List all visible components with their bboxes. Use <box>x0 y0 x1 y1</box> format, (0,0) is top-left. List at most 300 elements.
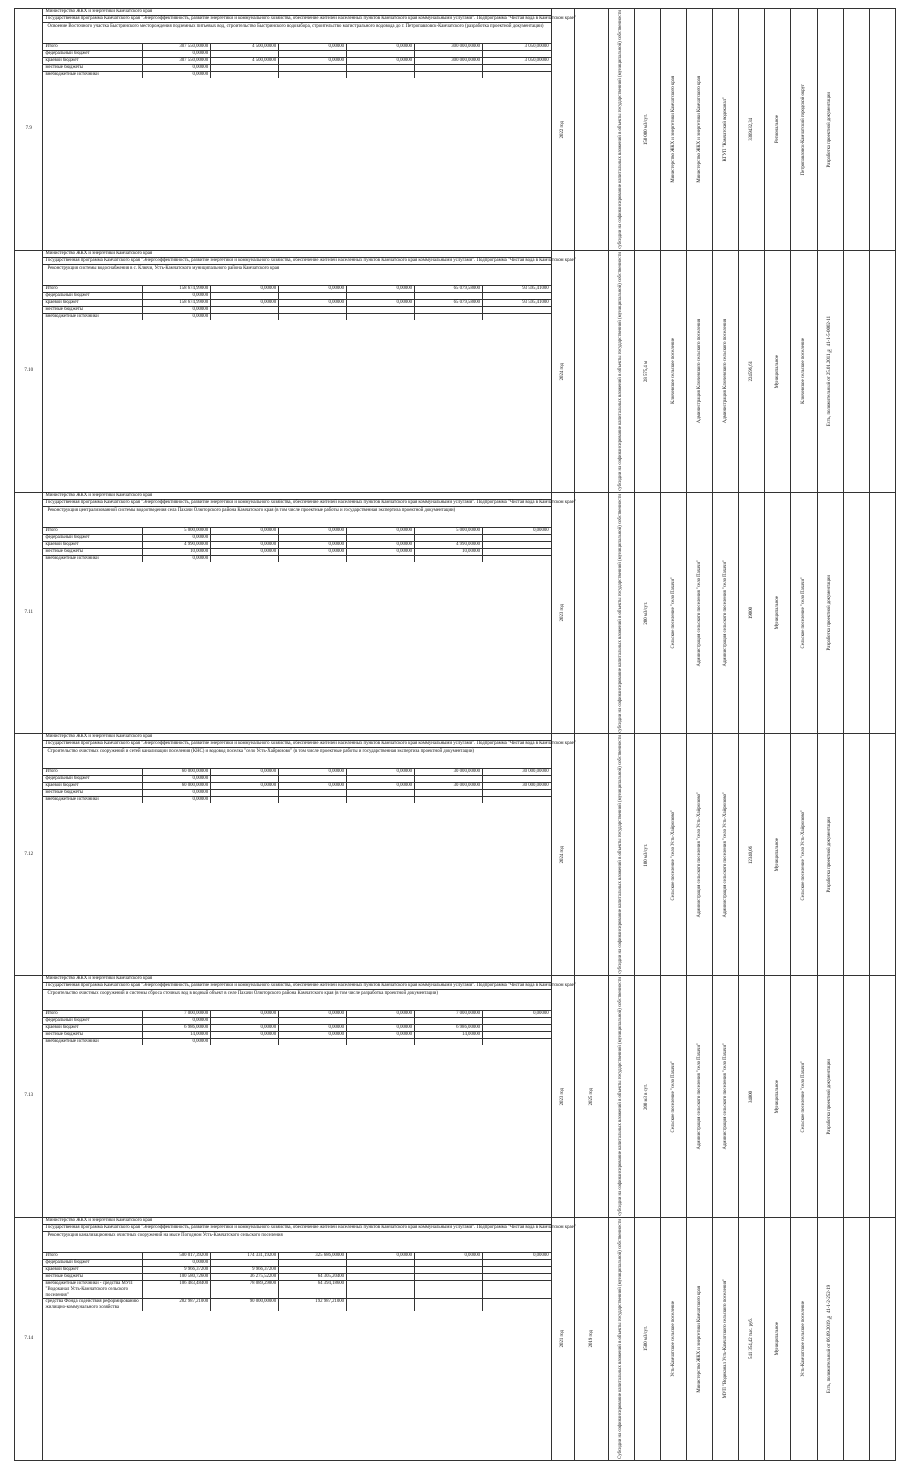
funding-source-label: краевой бюджет <box>43 58 142 65</box>
year-start-text: 2023 год <box>560 604 566 622</box>
funding-amount-empty <box>347 51 415 58</box>
project-documentation-text: Есть, положительный от 06.09.2019 № 41-1-2-252-19 <box>827 1284 833 1393</box>
object-name <box>43 748 550 769</box>
funding-amount-empty <box>415 1259 483 1266</box>
funding-amount: 300 000,00000 <box>415 58 483 65</box>
funding-amount-empty <box>279 555 347 562</box>
blank-cell <box>869 9 895 251</box>
funding-amount-empty <box>483 292 551 299</box>
funding-amount-empty <box>211 790 279 797</box>
significance-level <box>765 9 791 251</box>
estimated-cost <box>739 976 765 1218</box>
capacity-text: 28 575,4 м <box>644 360 650 382</box>
municipality-text: Усть-Камчатское сельское поселение <box>670 1300 676 1377</box>
ministry-name: Министерство ЖКХ и энергетики Камчатского края <box>43 493 550 500</box>
funding-amount-empty <box>347 72 415 79</box>
funding-amount-empty <box>415 1039 483 1046</box>
funding-source-label: местные бюджеты <box>43 548 142 555</box>
funding-source-label: внебюджетные источники <box>43 797 142 804</box>
program-name: Государственная программа Камчатского края "Энергоэффективность, развитие энергетики и коммунального хозяйства, обеспечение жителей населенных пунктов Камчатского края коммунальными услугами". Подпрограмма "Чистая вода в Камчатском крае" <box>45 983 576 989</box>
funding-source-label: Итого <box>43 44 142 51</box>
owner <box>791 250 817 492</box>
funding-amount-empty <box>415 1018 483 1025</box>
blank-cell <box>843 976 869 1218</box>
funding-amount: 0,00000 <box>279 1032 347 1039</box>
owner-text: Усть-Камчатское сельское поселение <box>801 1300 807 1377</box>
object-row <box>15 1217 896 1460</box>
blank-cell <box>843 734 869 976</box>
row-number: 7.10 <box>15 250 43 492</box>
funding-amount-empty <box>347 292 415 299</box>
estimated-cost-text: 3389432,34 <box>748 118 754 141</box>
funding-source-label: федеральный бюджет <box>43 534 142 541</box>
funding-amount: 0,00000 <box>279 783 347 790</box>
funding-amount: 0,00000 <box>483 527 551 534</box>
funding-amount: 500 017,39200 <box>143 1252 211 1259</box>
object-name <box>43 264 550 285</box>
funding-amount: 5 000,00000 <box>143 527 211 534</box>
financing-row <box>43 1011 550 1018</box>
object-row <box>15 976 896 1218</box>
funding-amount-empty <box>483 776 551 783</box>
funding-amount: 0,00000 <box>211 769 279 776</box>
capacity-text: 200 м3 в сут. <box>644 1083 650 1110</box>
funding-amount-empty <box>483 1299 551 1311</box>
funding-amount-empty <box>483 1018 551 1025</box>
funding-source-label: краевой бюджет <box>43 1025 142 1032</box>
funding-amount: 0,00000 <box>211 1025 279 1032</box>
significance-level <box>765 734 791 976</box>
funding-amount: 158 674,99000 <box>143 299 211 306</box>
funding-source-label: Итого <box>43 1011 142 1018</box>
owner <box>791 9 817 251</box>
funding-amount: 307 550,00000 <box>143 58 211 65</box>
municipality-text: Министерство ЖКХ и энергетики Камчатского края <box>670 76 676 183</box>
funding-amount: 65 079,58000 <box>415 285 483 292</box>
financing-row <box>43 72 550 79</box>
funding-amount-empty <box>279 790 347 797</box>
blank-cell <box>869 250 895 492</box>
funding-amount: 325 686,00000 <box>279 1252 347 1259</box>
program-name: Государственная программа Камчатского края "Энергоэффективность, развитие энергетики и коммунального хозяйства, обеспечение жителей населенных пунктов Камчатского края коммунальными услугами". Подпрограмма "Чистая вода в Камчатском крае" <box>45 499 576 505</box>
funding-source-label: федеральный бюджет <box>43 1259 142 1266</box>
funding-amount-empty <box>211 1259 279 1266</box>
ministry-name: Министерство ЖКХ и энергетики Камчатского края <box>43 9 550 16</box>
investment-form-text: субсидии на софинансирование капитальных вложений в объекты государственной (муниципальной) собственности <box>618 735 624 975</box>
funding-amount: 0,00000 <box>279 44 347 51</box>
funding-amount-empty <box>483 51 551 58</box>
year-start <box>551 734 575 976</box>
estimated-cost-text: 34000 <box>748 1090 754 1103</box>
object-name-text: Строительство очистных сооружений и системы сброса сточных вод в водный объект в селе Пахачи Олюторского района Камчатского края (в том числе разработка проектной документации) <box>47 991 438 997</box>
object-row <box>15 9 896 251</box>
blank-cell <box>843 250 869 492</box>
funding-amount-empty <box>483 1039 551 1046</box>
financing-row <box>43 292 550 299</box>
financing-row <box>43 797 550 804</box>
funding-amount-empty <box>483 1025 551 1032</box>
funding-amount-empty <box>211 797 279 804</box>
financing-row <box>43 1039 550 1046</box>
ministry-name: Министерство ЖКХ и энергетики Камчатского края <box>43 976 550 983</box>
funding-amount: 0,00000 <box>347 58 415 65</box>
funding-amount: 7 000,00000 <box>143 1011 211 1018</box>
funding-amount-empty <box>415 534 483 541</box>
municipality <box>660 734 686 976</box>
financing-row <box>43 790 550 797</box>
funding-source-label: внебюджетные источники - средства МУП "Водоканал Усть-Камчатского сельского поселения" <box>43 1280 142 1298</box>
funding-amount: 192 987,21000 <box>279 1299 347 1311</box>
funding-amount: 0,00000 <box>483 1011 551 1018</box>
financing-row <box>43 1280 550 1298</box>
funding-source-label: Итого <box>43 769 142 776</box>
capacity-text: 200 м3/сут. <box>644 601 650 625</box>
row-number: 7.12 <box>15 734 43 976</box>
investment-form <box>608 976 634 1218</box>
owner <box>791 976 817 1218</box>
project-documentation-text: Разработка проектной документации <box>827 1058 833 1135</box>
state-customer-text: Министерство ЖКХ и энергетики Камчатского края <box>696 76 702 183</box>
funding-amount: 64 394,18600 <box>279 1280 347 1298</box>
project-documentation <box>817 250 843 492</box>
funding-amount: 60 000,00000 <box>143 783 211 790</box>
funding-amount-empty <box>483 1273 551 1280</box>
estimated-cost <box>739 734 765 976</box>
project-documentation-text: Есть, положительный от 25.01.2011 № 41-1-5-0002-11 <box>827 316 833 427</box>
funding-amount-empty <box>279 1266 347 1273</box>
funding-amount: 0,00000 <box>143 306 211 313</box>
estimated-cost <box>739 492 765 734</box>
funding-amount-empty <box>347 1039 415 1046</box>
funding-amount: 0,00000 <box>211 548 279 555</box>
funding-amount: 0,00000 <box>279 1011 347 1018</box>
financing-table <box>43 250 576 320</box>
blank-cell <box>869 1217 895 1460</box>
funding-amount: 282 987,21000 <box>143 1299 211 1311</box>
investment-form <box>608 9 634 251</box>
blank-cell <box>869 492 895 734</box>
developer-text: МУП "Водоканал Усть-Камчатского сельского поселения" <box>722 1279 728 1399</box>
funding-source-label: внебюджетные источники <box>43 555 142 562</box>
significance-level <box>765 250 791 492</box>
financing-row <box>43 1025 550 1032</box>
funding-amount-empty <box>483 313 551 320</box>
funding-amount: 0,00000 <box>279 58 347 65</box>
year-end-text: 2019 год <box>588 1330 594 1348</box>
funding-amount-empty <box>415 1266 483 1273</box>
state-customer-text: Администрация Ключевского сельского поселения <box>696 319 702 424</box>
financing-row <box>43 555 550 562</box>
financing-row <box>43 1252 550 1259</box>
object-name <box>43 990 550 1011</box>
significance-level-text: Муниципальное <box>775 596 781 630</box>
financing-row <box>43 534 550 541</box>
financing-table <box>43 9 576 78</box>
funding-amount-empty <box>483 306 551 313</box>
funding-amount-empty <box>211 51 279 58</box>
funding-amount: 0,00000 <box>279 1025 347 1032</box>
estimated-cost-text: 12340,06 <box>748 845 754 864</box>
document-page <box>14 8 896 1459</box>
funding-amount-empty <box>415 292 483 299</box>
funding-amount: 93 595,41000 <box>483 299 551 306</box>
funding-source-label: внебюджетные источники <box>43 1039 142 1046</box>
capacity <box>634 734 660 976</box>
funding-amount: 0,00000 <box>143 790 211 797</box>
funding-amount: 0,00000 <box>347 783 415 790</box>
investment-form-text: Субсидии на софинансирование капитальных вложений в объекты государственной (муниципальной) собственности <box>618 1218 624 1459</box>
project-documentation <box>817 734 843 976</box>
financing-table <box>43 492 576 562</box>
year-start-text: 2023 год <box>560 1087 566 1106</box>
funding-amount-empty <box>211 65 279 72</box>
state-customer <box>686 9 712 251</box>
funding-amount: 4 500,00000 <box>211 44 279 51</box>
funding-amount-empty <box>347 797 415 804</box>
significance-level-text: Региональное <box>775 115 781 144</box>
funding-amount-empty <box>415 797 483 804</box>
object-name-text: Освоение Восточного участка Быстринского месторождения подземных питьевых вод, строительство Быстринского водозабора, строительство магистрального водовода до г. Петропавловск-Камчатского (разработка проектной документации) <box>47 24 544 29</box>
significance-level-text: Муниципальное <box>775 838 781 872</box>
year-start-text: 2021 год <box>560 1330 566 1348</box>
year-start <box>551 1217 575 1460</box>
funding-source-label: внебюджетные источники <box>43 72 142 79</box>
funding-source-label: Итого <box>43 527 142 534</box>
funding-amount: 307 550,00000 <box>143 44 211 51</box>
funding-source-label: краевой бюджет <box>43 783 142 790</box>
funding-amount-empty <box>279 51 347 58</box>
funding-amount: 64 305,20400 <box>279 1273 347 1280</box>
year-start-text: 2024 год <box>560 362 566 380</box>
significance-level <box>765 1217 791 1460</box>
state-customer <box>686 976 712 1218</box>
funding-amount-empty <box>279 65 347 72</box>
funding-amount-empty <box>415 72 483 79</box>
funding-amount-empty <box>347 555 415 562</box>
year-start <box>551 492 575 734</box>
funding-amount: 4 990,00000 <box>143 541 211 548</box>
financing-row <box>43 527 550 534</box>
municipality <box>660 9 686 251</box>
funding-amount: 0,00000 <box>211 285 279 292</box>
funding-amount: 0,00000 <box>347 44 415 51</box>
funding-amount: 0,00000 <box>211 1011 279 1018</box>
year-end-empty <box>575 9 608 251</box>
estimated-cost-text: 224596,61 <box>748 361 754 382</box>
funding-amount-empty <box>211 1039 279 1046</box>
significance-level-text: Муниципальное <box>775 1079 781 1114</box>
municipality-text: Сельское поселение "село Пахачи" <box>670 1060 676 1133</box>
funding-amount: 93 595,41000 <box>483 285 551 292</box>
funding-amount: 0,00000 <box>347 1011 415 1018</box>
funding-amount-empty <box>211 534 279 541</box>
object-name <box>43 1231 550 1252</box>
year-start <box>551 976 575 1218</box>
funding-amount-empty <box>347 534 415 541</box>
investment-form <box>608 492 634 734</box>
ministry-name: Министерство ЖКХ и энергетики Камчатского края <box>43 1218 550 1225</box>
funding-amount-empty <box>483 797 551 804</box>
funding-amount: 90 000,00000 <box>211 1299 279 1311</box>
funding-amount: 100 580,72600 <box>143 1273 211 1280</box>
funding-amount: 0,00000 <box>483 1252 551 1259</box>
funding-amount: 9 966,37200 <box>143 1266 211 1273</box>
row-number: 7.9 <box>15 9 43 251</box>
investment-form <box>608 734 634 976</box>
funding-amount: 36 275,52200 <box>211 1273 279 1280</box>
funding-source-label: краевой бюджет <box>43 1266 142 1273</box>
financing-row <box>43 1266 550 1273</box>
funding-amount-empty <box>279 776 347 783</box>
funding-amount: 0,00000 <box>143 797 211 804</box>
financing-row <box>43 769 550 776</box>
financing-row <box>43 44 550 51</box>
funding-source-label: Итого <box>43 1252 142 1259</box>
funding-amount: 0,00000 <box>211 783 279 790</box>
year-end-empty <box>575 734 608 976</box>
funding-amount-empty <box>415 790 483 797</box>
financing-row <box>43 1259 550 1266</box>
funding-amount-empty <box>483 555 551 562</box>
owner-text: Петропавловск-Камчатский городской округ <box>801 83 807 176</box>
state-customer <box>686 734 712 976</box>
funding-amount-empty <box>347 1259 415 1266</box>
funding-amount-empty <box>211 776 279 783</box>
year-end <box>575 976 608 1218</box>
funding-amount: 0,00000 <box>279 548 347 555</box>
project-documentation <box>817 1217 843 1460</box>
municipality-text: Ключевское сельское поселение <box>670 338 676 405</box>
state-customer <box>686 250 712 492</box>
significance-level <box>765 492 791 734</box>
funding-amount-empty <box>483 1266 551 1273</box>
funding-amount-empty <box>347 306 415 313</box>
year-start <box>551 9 575 251</box>
object-name <box>43 506 550 527</box>
funding-amount-empty <box>415 65 483 72</box>
ministry-name: Министерство ЖКХ и энергетики Камчатского края <box>43 734 550 741</box>
funding-source-label: внебюджетные источники <box>43 313 142 320</box>
year-start-text: 2022 год <box>560 120 566 139</box>
program-name: Государственная программа Камчатского края "Энергоэффективность, развитие энергетики и коммунального хозяйства, обеспечение жителей населенных пунктов Камчатского края коммунальными услугами". Подпрограмма "Чистая вода в Камчатском крае" <box>45 257 576 263</box>
funding-amount-empty <box>347 776 415 783</box>
funding-amount-empty <box>415 51 483 58</box>
funding-amount: 0,00000 <box>143 65 211 72</box>
funding-amount: 4 500,00000 <box>211 58 279 65</box>
project-documentation <box>817 492 843 734</box>
significance-level <box>765 976 791 1218</box>
funding-amount-empty <box>483 534 551 541</box>
owner <box>791 734 817 976</box>
financing-table <box>43 976 576 1045</box>
funding-amount-empty <box>483 790 551 797</box>
capacity-text: 100 м3/сут. <box>644 843 650 867</box>
state-customer-text: Министерство ЖКХ и энергетики Камчатского края <box>696 1285 702 1393</box>
funding-amount: 0,00000 <box>211 541 279 548</box>
year-end-text: 2025 год <box>588 1087 594 1106</box>
funding-amount: 300 000,00000 <box>415 44 483 51</box>
object-row <box>15 250 896 492</box>
owner <box>791 1217 817 1460</box>
funding-amount-empty <box>415 313 483 320</box>
funding-source-label: местные бюджеты <box>43 65 142 72</box>
year-end-empty <box>575 250 608 492</box>
financing-row <box>43 541 550 548</box>
funding-amount: 0,00000 <box>143 72 211 79</box>
funding-amount: 0,00000 <box>211 527 279 534</box>
capacity <box>634 250 660 492</box>
funding-amount: 0,00000 <box>143 1018 211 1025</box>
funding-amount-empty <box>483 65 551 72</box>
funding-amount-empty <box>279 1259 347 1266</box>
funding-amount: 3 050,00000 <box>483 58 551 65</box>
developer <box>713 734 739 976</box>
funding-amount: 0,00000 <box>143 51 211 58</box>
object-row <box>15 734 896 976</box>
estimated-cost-text: 541 354,42 тыс. руб. <box>748 1318 754 1360</box>
object-name-text: Реконструкция централизованной системы водоотведения села Пахачи Олюторского района Камчатского края (в том числе проектные работы и государственная экспертиза проектной документации) <box>47 507 456 513</box>
blank-cell <box>843 1217 869 1460</box>
funding-amount: 10,00000 <box>143 548 211 555</box>
blank-cell <box>869 976 895 1218</box>
funding-amount: 0,00000 <box>143 1259 211 1266</box>
funding-amount-empty <box>211 555 279 562</box>
funding-source-label: местные бюджеты <box>43 1032 142 1039</box>
funding-amount: 0,00000 <box>143 313 211 320</box>
estimated-cost-text: 19000 <box>748 606 754 619</box>
developer <box>713 492 739 734</box>
state-customer <box>686 492 712 734</box>
funding-amount: 30 000,00000 <box>415 783 483 790</box>
funding-amount-empty <box>279 292 347 299</box>
funding-amount: 0,00000 <box>347 548 415 555</box>
investment-form <box>608 250 634 492</box>
owner-text: Сельское поселение "село Пахачи" <box>801 577 807 649</box>
funding-amount-empty <box>211 306 279 313</box>
blank-cell <box>869 734 895 976</box>
funding-amount: 0,00000 <box>279 527 347 534</box>
funding-amount: 0,00000 <box>279 769 347 776</box>
owner-text: Ключевское сельское поселение <box>801 338 807 405</box>
estimated-cost <box>739 250 765 492</box>
funding-amount: 0,00000 <box>211 1032 279 1039</box>
object-name-text: Реконструкция системы водоснабжения в с. Ключи, Усть-Камчатского муниципального района Камчатского края <box>47 265 280 271</box>
funding-amount-empty <box>279 313 347 320</box>
capacity <box>634 976 660 1218</box>
municipality <box>660 250 686 492</box>
developer-text: Администрация Ключевского сельского поселения <box>722 319 728 424</box>
funding-source-label: федеральный бюджет <box>43 292 142 299</box>
ministry-name: Министерство ЖКХ и энергетики Камчатского края <box>43 251 550 258</box>
investment-form-text: субсидии на софинансирование капитальных вложений в объекты государственной (муниципальной) собственности <box>618 977 624 1216</box>
state-customer-text: Администрация сельского поселения "село Пахачи" <box>696 559 702 667</box>
funding-source-label: местные бюджеты <box>43 1273 142 1280</box>
funding-amount-empty <box>279 306 347 313</box>
developer-text: КГУП "Камчатский водоканал" <box>722 97 728 162</box>
financing-row <box>43 1032 550 1039</box>
developer <box>713 1217 739 1460</box>
row-number: 7.11 <box>15 492 43 734</box>
project-documentation <box>817 976 843 1218</box>
developer-text: Администрация сельского поселения "село Пахачи" <box>722 559 728 667</box>
funding-amount-empty <box>347 65 415 72</box>
funding-amount: 14,00000 <box>143 1032 211 1039</box>
financing-row <box>43 548 550 555</box>
year-end-empty <box>575 492 608 734</box>
funding-amount: 0,00000 <box>347 527 415 534</box>
financing-row <box>43 58 550 65</box>
funding-source-label: федеральный бюджет <box>43 776 142 783</box>
